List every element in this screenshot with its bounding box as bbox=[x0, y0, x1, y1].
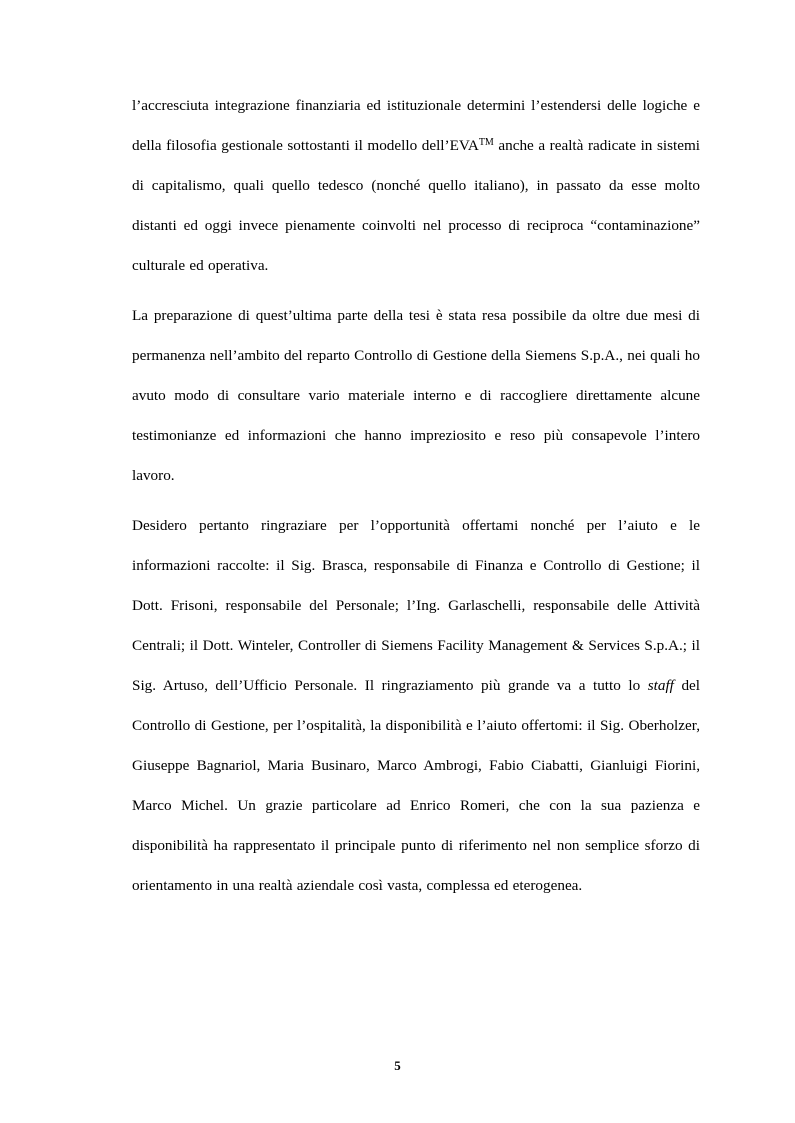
paragraph-acknowledgements bbox=[132, 506, 700, 906]
paragraph-eva-text-end: anche a realtà radicate in sistemi di capitalismo, quali quello tedesco (nonché quello italiano), in passato da esse molto distanti ed oggi invece pienamente coinvolti nel processo di reciproca “contaminazione” culturale ed operativa. bbox=[132, 137, 700, 274]
paragraph-acknowledgements-text-start: Desidero pertanto ringraziare per l’opportunità offertami nonché per l’aiuto e le informazioni raccolte: il Sig. Brasca, responsabile di Finanza e Controllo di Gestione; il Dott. Frisoni, responsabile del Personale; l’Ing. Garlaschelli, responsabile delle Attività Centrali; il Dott. Winteler, Controller di Siemens Facility Management & Services S.p.A.; il Sig. Artuso, dell’Ufficio Personale. Il ringraziamento più grande va a tutto lo bbox=[132, 517, 700, 694]
trademark-superscript: TM bbox=[478, 137, 494, 148]
paragraph-acknowledgements-text-end: del Controllo di Gestione, per l’ospitalità, la disponibilità e l’aiuto offertomi: il Sig. Oberholzer, Giuseppe Bagnariol, Maria Businaro, Marco Ambrogi, Fabio Ciabatti, Gianluigi Fiorini, Marco Michel. Un grazie particolare ad Enrico Romeri, che con la sua pazienza e disponibilità ha rappresentato il principale punto di riferimento nel non semplice sforzo di orientamento in una realtà aziendale così vasta, complessa ed eterogenea. bbox=[132, 677, 700, 894]
page-number: 5 bbox=[394, 1058, 401, 1073]
italic-staff: staff bbox=[647, 677, 674, 694]
paragraph-preparation-text: La preparazione di quest’ultima parte della tesi è stata resa possibile da oltre due mesi di permanenza nell’ambito del reparto Controllo di Gestione della Siemens S.p.A., nei quali ho avuto modo di consultare vario materiale interno e di raccogliere direttamente alcune testimonianze ed informazioni che hanno impreziosito e reso più consapevole l’intero lavoro. bbox=[132, 307, 700, 484]
paragraph-eva bbox=[132, 86, 700, 286]
paragraph-preparation bbox=[132, 296, 700, 496]
paragraph-eva-text-start: l’accresciuta integrazione finanziaria ed istituzionale determini l’estendersi delle logiche e della filosofia gestionale sottostanti il modello dell’EVA bbox=[132, 97, 700, 154]
document-body bbox=[132, 86, 700, 916]
